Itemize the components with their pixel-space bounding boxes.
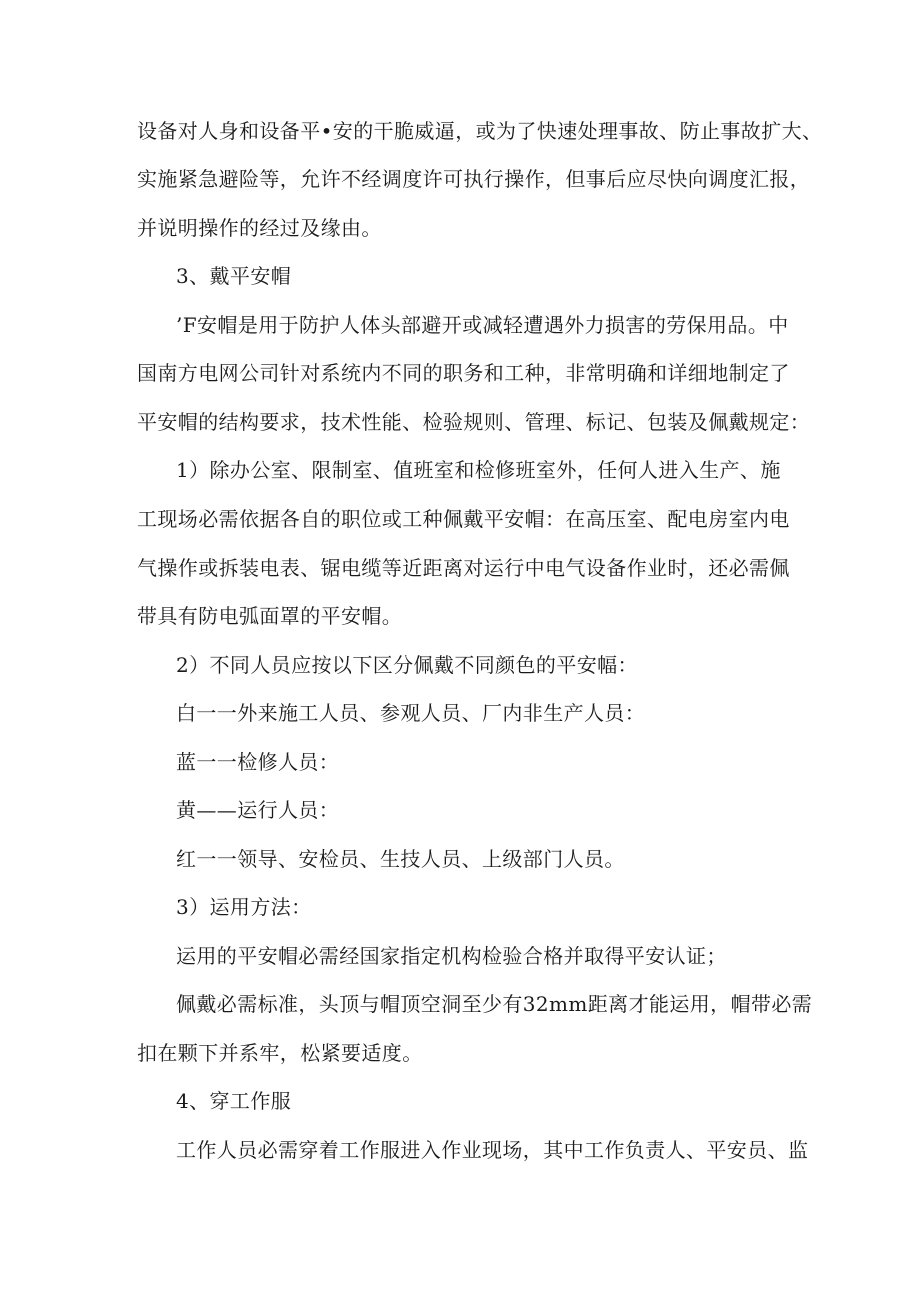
text-line: 工现场必需依据各自的职位或工种佩戴平安帽：在高压室、配电房室内电 xyxy=(137,507,790,531)
list-item: 蓝一一检修人员： xyxy=(176,750,340,774)
text-line: 实施紧急避险等，允许不经调度许可执行操作，但事后应尽快向调度汇报， xyxy=(137,167,811,191)
section-heading: 3、戴平安帽 xyxy=(176,264,292,288)
text-line: 设备对人身和设备平•安的干脆威逼，或为了快速处理事故、防止事故扩大、 xyxy=(137,119,823,143)
text-line: 2）不同人员应按以下区分佩戴不同颜色的平安幅： xyxy=(176,653,638,677)
list-item: 黄——运行人员： xyxy=(176,798,340,822)
text-line: 带具有防电弧面罩的平安帽。 xyxy=(137,604,403,628)
section-heading: 4、穿工作服 xyxy=(176,1089,292,1113)
text-line: 扣在颗下并系牢，松紧要适度。 xyxy=(137,1041,423,1065)
text-line: 并说明操作的经过及缘由。 xyxy=(137,216,382,240)
text-line: 平安帽的结构要求，技术性能、检验规则、管理、标记、包装及佩戴规定： xyxy=(137,410,811,434)
text-line: 气操作或拆装电表、锯电缆等近距离对运行中电气设备作业时，还必需佩 xyxy=(137,556,790,580)
list-item: 红一一领导、安检员、生技人员、上级部门人员。 xyxy=(176,847,625,871)
text-line: ’F安帽是用于防护人体头部避开或减轻遭遇外力损害的劳保用品。中 xyxy=(176,313,789,337)
text-line: 工作人员必需穿着工作服进入作业现场，其中工作负责人、平安员、监 xyxy=(176,1138,809,1162)
text-line: 1）除办公室、限制室、值班室和检修班室外，任何人进入生产、施 xyxy=(176,458,781,482)
text-line: 运用的平安帽必需经国家指定机构检验合格并取得平安认证； xyxy=(176,944,727,968)
list-item: 白一一外来施工人员、参观人员、厂内非生产人员： xyxy=(176,701,646,725)
text-line: 3）运用方法： xyxy=(176,895,312,919)
text-line: 国南方电网公司针对系统内不同的职务和工种，非常明确和详细地制定了 xyxy=(137,361,790,385)
text-line: 佩戴必需标准，头顶与帽顶空洞至少有32mm距离才能运用，帽带必需 xyxy=(176,992,813,1016)
